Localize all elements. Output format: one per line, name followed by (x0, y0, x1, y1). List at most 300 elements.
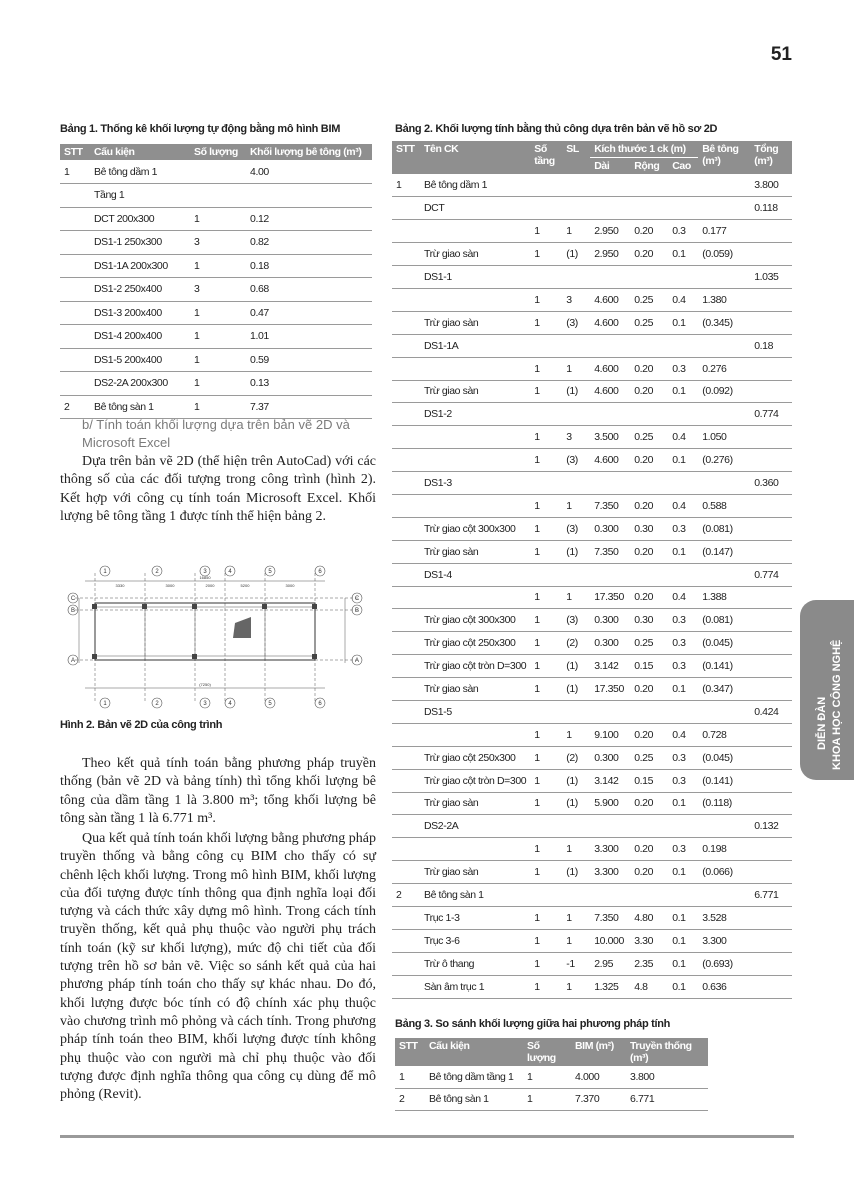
table-cell: 2 (392, 884, 420, 907)
t3-header-component: Cấu kiện (425, 1038, 523, 1066)
table-cell (562, 700, 590, 723)
table-cell: 0.360 (750, 472, 792, 495)
table-cell (530, 334, 562, 357)
table-cell: 1 (530, 311, 562, 334)
table-cell (590, 197, 630, 220)
table2-body (392, 174, 792, 998)
table-cell (60, 301, 90, 325)
table-cell (420, 220, 530, 243)
table-cell: 3.300 (590, 861, 630, 884)
table-row (392, 929, 792, 952)
column (92, 654, 97, 659)
t1-header-volume: Khối lượng bê tông (m³) (246, 144, 372, 160)
table-cell (392, 586, 420, 609)
table-cell: 1 (530, 792, 562, 815)
table-cell: Bê tông dầm 1 (90, 160, 190, 184)
table-cell: 3.142 (590, 769, 630, 792)
table-cell: 1 (530, 426, 562, 449)
table-cell (60, 348, 90, 372)
side-tab-line1: DIỄN ĐÀN (816, 696, 828, 750)
table-cell (392, 380, 420, 403)
table-cell: 0.3 (668, 220, 698, 243)
table-cell: Trừ giao sàn (420, 540, 530, 563)
table-cell: 3.800 (750, 174, 792, 197)
table-cell: (0.147) (698, 540, 750, 563)
table-cell (392, 403, 420, 426)
axis-label: 3 (203, 701, 207, 707)
table-cell: 0.1 (668, 243, 698, 266)
table-cell: 1 (60, 160, 90, 184)
table-cell (630, 472, 668, 495)
table-cell: 0.18 (750, 334, 792, 357)
table-cell (750, 426, 792, 449)
table-cell: 1.325 (590, 975, 630, 998)
table-cell: 1 (562, 838, 590, 861)
t2-header-length: Dài (590, 158, 630, 175)
table-row (395, 1088, 708, 1110)
table-cell: 1 (392, 174, 420, 197)
table-cell: (0.092) (698, 380, 750, 403)
table-cell: 0.728 (698, 723, 750, 746)
table-cell (530, 197, 562, 220)
table-cell: 2.950 (590, 243, 630, 266)
t1-header-stt: STT (60, 144, 90, 160)
axis-label: 5 (268, 701, 272, 707)
table-cell (698, 266, 750, 289)
table-cell (590, 403, 630, 426)
table-cell (750, 288, 792, 311)
table-cell (630, 266, 668, 289)
table-cell (750, 861, 792, 884)
table-cell (698, 884, 750, 907)
table-cell: 0.4 (668, 426, 698, 449)
table-cell (530, 884, 562, 907)
table-cell (668, 197, 698, 220)
table-cell (392, 540, 420, 563)
table-cell: 17.350 (590, 678, 630, 701)
table-cell: 1 (523, 1066, 571, 1088)
table-cell: 1 (562, 220, 590, 243)
table-cell (750, 655, 792, 678)
table-cell: (1) (562, 769, 590, 792)
table-cell: 4.00 (246, 160, 372, 184)
table-cell (392, 975, 420, 998)
table-cell: 1.01 (246, 325, 372, 349)
table-cell (562, 197, 590, 220)
table-row (60, 395, 372, 419)
column (142, 604, 147, 609)
table-row (60, 278, 372, 302)
table-cell (750, 357, 792, 380)
table-cell: DS1-1 (420, 266, 530, 289)
table-cell (392, 220, 420, 243)
table-cell (590, 334, 630, 357)
table-cell: 0.3 (668, 769, 698, 792)
table-cell (750, 792, 792, 815)
table-cell: DS1-4 (420, 563, 530, 586)
table-cell (392, 815, 420, 838)
table-cell (590, 700, 630, 723)
table-cell: DS2-2A 200x300 (90, 372, 190, 396)
table-cell (392, 426, 420, 449)
table-cell: 2 (60, 395, 90, 419)
table-cell: 7.37 (246, 395, 372, 419)
table-cell (392, 517, 420, 540)
table-cell (60, 372, 90, 396)
table-cell: 0.1 (668, 975, 698, 998)
table-cell (60, 231, 90, 255)
table-cell (750, 494, 792, 517)
table-cell (630, 815, 668, 838)
table-cell (562, 334, 590, 357)
table3-caption: Bảng 3. So sánh khối lượng giữa hai phương pháp tính (395, 1018, 671, 1030)
table-cell: 0.774 (750, 403, 792, 426)
table-cell: 3.500 (590, 426, 630, 449)
table-cell: (1) (562, 678, 590, 701)
table-row (60, 160, 372, 184)
table-cell: 1 (562, 723, 590, 746)
table-cell (392, 952, 420, 975)
table-cell: Trừ giao cột 250x300 (420, 632, 530, 655)
table-cell (750, 609, 792, 632)
table-cell (60, 184, 90, 208)
axis-label: 4 (228, 701, 232, 707)
axis-label: 1 (103, 569, 107, 575)
table-cell: 0.20 (630, 723, 668, 746)
axis-label: 5 (268, 569, 272, 575)
table-cell: Trừ giao sàn (420, 311, 530, 334)
table-cell: 0.20 (630, 380, 668, 403)
table-row (392, 403, 792, 426)
table-row (392, 220, 792, 243)
table-cell (668, 884, 698, 907)
table-cell: (3) (562, 609, 590, 632)
table-row (392, 357, 792, 380)
table-cell (750, 243, 792, 266)
table-cell (630, 174, 668, 197)
table-cell (630, 884, 668, 907)
table-cell: DS1-1A (420, 334, 530, 357)
table-cell: 4.80 (630, 907, 668, 930)
table-cell (590, 884, 630, 907)
table-cell: DS1-1 250x300 (90, 231, 190, 255)
table-cell: DS1-4 200x400 (90, 325, 190, 349)
table-cell: 1 (530, 540, 562, 563)
table-cell: (0.345) (698, 311, 750, 334)
table-cell: Trừ giao cột 300x300 (420, 517, 530, 540)
table-row (392, 494, 792, 517)
table-cell (392, 563, 420, 586)
table-cell: Trừ giao cột 300x300 (420, 609, 530, 632)
table-cell: Trục 3-6 (420, 929, 530, 952)
table-cell: (0.045) (698, 632, 750, 655)
table-cell: 1 (530, 632, 562, 655)
dimension-label: 16850 (199, 575, 211, 580)
table-cell (750, 586, 792, 609)
table-cell: 0.1 (668, 449, 698, 472)
table-cell: 1.380 (698, 288, 750, 311)
table-cell (392, 632, 420, 655)
table-cell (750, 311, 792, 334)
table-cell: 0.25 (630, 311, 668, 334)
table-row (392, 288, 792, 311)
table-cell (420, 494, 530, 517)
table-cell (698, 403, 750, 426)
t3-header-traditional: Truyền thống (m³) (626, 1038, 708, 1066)
table-cell: 0.25 (630, 426, 668, 449)
table-cell: 0.300 (590, 517, 630, 540)
table-cell (60, 278, 90, 302)
table-cell: 5.900 (590, 792, 630, 815)
axis-label: B (70, 608, 76, 614)
table-row (392, 472, 792, 495)
table-cell: 0.132 (750, 815, 792, 838)
table-cell (562, 815, 590, 838)
table-cell: 0.3 (668, 632, 698, 655)
t2-header-stt: STT (392, 141, 420, 174)
table2 (392, 141, 792, 999)
table-cell: 0.1 (668, 907, 698, 930)
table-row (395, 1066, 708, 1088)
table-cell: 1 (530, 494, 562, 517)
table-cell (392, 288, 420, 311)
table-cell (750, 929, 792, 952)
table-cell: 7.350 (590, 494, 630, 517)
table-cell (750, 517, 792, 540)
footer-rule (60, 1135, 794, 1138)
t2-header-sl: SL (562, 141, 590, 174)
table-cell: 0.25 (630, 746, 668, 769)
table-cell: 0.59 (246, 348, 372, 372)
table-cell (392, 197, 420, 220)
axis-label: 1 (103, 701, 107, 707)
table-cell (562, 266, 590, 289)
table-cell: 7.350 (590, 540, 630, 563)
table-cell: 0.3 (668, 517, 698, 540)
table-cell: 0.20 (630, 220, 668, 243)
table-row (392, 952, 792, 975)
table-cell: 0.20 (630, 494, 668, 517)
table-cell: 0.3 (668, 609, 698, 632)
table-row (60, 348, 372, 372)
table-cell: 2.95 (590, 952, 630, 975)
table-cell: 0.276 (698, 357, 750, 380)
table-cell (750, 449, 792, 472)
table-row (392, 723, 792, 746)
table-cell: 1 (530, 517, 562, 540)
axis-label: A (70, 658, 76, 664)
page-number: 51 (770, 44, 792, 65)
table-row (392, 586, 792, 609)
table-cell: 0.30 (630, 609, 668, 632)
dimension-label: (7250) (199, 682, 211, 687)
table-cell (698, 472, 750, 495)
t2-header-width: Rộng (630, 158, 668, 175)
table-row (392, 609, 792, 632)
side-tab-line2: KHOA HỌC CÔNG NGHỆ (831, 639, 843, 770)
table-cell (750, 975, 792, 998)
table-cell: 3 (190, 231, 246, 255)
table-row (392, 197, 792, 220)
table-cell: 2.35 (630, 952, 668, 975)
table-cell: 0.300 (590, 609, 630, 632)
table-cell: Bê tông sàn 1 (90, 395, 190, 419)
table-cell (190, 184, 246, 208)
t2-header-dims: Kích thước 1 ck (m) (590, 141, 698, 158)
floor-plan-drawing (65, 563, 370, 713)
table-cell (698, 334, 750, 357)
table-cell: (3) (562, 311, 590, 334)
table-cell (590, 266, 630, 289)
table-cell (630, 563, 668, 586)
table-cell (392, 311, 420, 334)
column (312, 654, 317, 659)
table-cell (392, 609, 420, 632)
table-cell: 0.20 (630, 540, 668, 563)
table-cell: 0.1 (668, 792, 698, 815)
t3-header-stt: STT (395, 1038, 425, 1066)
table-cell: DS2-2A (420, 815, 530, 838)
table-row (392, 334, 792, 357)
table-cell: 0.20 (630, 243, 668, 266)
table-cell (392, 769, 420, 792)
table-cell (630, 334, 668, 357)
table-cell: 0.20 (630, 838, 668, 861)
table-cell: 1 (190, 254, 246, 278)
column (192, 604, 197, 609)
table-cell (698, 174, 750, 197)
table-cell: (3) (562, 449, 590, 472)
table-cell (750, 838, 792, 861)
table-cell: (0.059) (698, 243, 750, 266)
table-cell: (1) (562, 540, 590, 563)
table-cell (590, 174, 630, 197)
table-cell (392, 655, 420, 678)
table-row (392, 700, 792, 723)
axis-label: C (70, 596, 76, 602)
table-cell (750, 220, 792, 243)
table-cell (698, 815, 750, 838)
table-row (392, 907, 792, 930)
table-cell: 0.25 (630, 288, 668, 311)
table-cell (392, 472, 420, 495)
table1-body (60, 160, 372, 419)
table-cell: (1) (562, 792, 590, 815)
table-cell: 1 (523, 1088, 571, 1110)
column (92, 604, 97, 609)
table-cell: 1 (530, 220, 562, 243)
table-cell: Bê tông sàn 1 (420, 884, 530, 907)
table-cell: 1 (530, 243, 562, 266)
table-cell: 0.15 (630, 655, 668, 678)
table-cell: 4.600 (590, 357, 630, 380)
table-cell (630, 700, 668, 723)
table-cell: 0.300 (590, 746, 630, 769)
table-cell (668, 174, 698, 197)
table-cell: 1 (530, 952, 562, 975)
table-cell (530, 174, 562, 197)
table-cell: Trừ giao cột tròn D=300 (420, 655, 530, 678)
table-row (392, 861, 792, 884)
table3-body (395, 1066, 708, 1110)
table-row (392, 678, 792, 701)
table-cell: 0.198 (698, 838, 750, 861)
table-row (392, 632, 792, 655)
table-cell: DS1-3 200x400 (90, 301, 190, 325)
table-cell: 3.142 (590, 655, 630, 678)
table-cell (698, 197, 750, 220)
table-cell: 0.424 (750, 700, 792, 723)
table-cell: 0.3 (668, 838, 698, 861)
table-cell (392, 357, 420, 380)
table-cell (60, 325, 90, 349)
table-cell: 3.800 (626, 1066, 708, 1088)
table-cell (392, 746, 420, 769)
table-cell: (0.141) (698, 769, 750, 792)
table-cell: 1 (530, 357, 562, 380)
table-cell: DCT 200x300 (90, 207, 190, 231)
table-cell: 0.13 (246, 372, 372, 396)
table-cell: (1) (562, 380, 590, 403)
table-cell (392, 266, 420, 289)
axis-label: 6 (318, 701, 322, 707)
paragraph-3 (60, 830, 376, 1104)
table-cell: (1) (562, 243, 590, 266)
table-cell: 17.350 (590, 586, 630, 609)
table-cell: 1 (530, 929, 562, 952)
table-cell: 0.20 (630, 678, 668, 701)
table-cell: Bê tông dầm 1 (420, 174, 530, 197)
dimension-label: 3330 (115, 583, 125, 588)
table-cell: (1) (562, 655, 590, 678)
table-cell: 1 (190, 207, 246, 231)
table-row (60, 372, 372, 396)
table-cell (530, 815, 562, 838)
t2-header-floors: Số tầng (530, 141, 562, 174)
table-cell: (0.045) (698, 746, 750, 769)
table-cell: 0.3 (668, 357, 698, 380)
table-cell: 2 (395, 1088, 425, 1110)
table-row (392, 517, 792, 540)
table-cell: 0.3 (668, 655, 698, 678)
table-cell: 0.4 (668, 723, 698, 746)
dimension-label: 5200 (240, 583, 250, 588)
figure2-caption: Hình 2. Bản vẽ 2D của công trình (60, 719, 223, 731)
table-cell: Sàn âm trục 1 (420, 975, 530, 998)
table-cell (698, 563, 750, 586)
table-row (392, 838, 792, 861)
table-cell: 1 (190, 325, 246, 349)
table-cell: 0.4 (668, 586, 698, 609)
table-cell (392, 494, 420, 517)
table-cell: (0.081) (698, 517, 750, 540)
table-cell (530, 472, 562, 495)
table-cell: 3 (190, 278, 246, 302)
table-cell: 1 (530, 288, 562, 311)
table-cell (562, 563, 590, 586)
table-row (60, 231, 372, 255)
column (192, 654, 197, 659)
table-cell (392, 243, 420, 266)
table-row (392, 426, 792, 449)
table-cell: 0.177 (698, 220, 750, 243)
table-cell (392, 792, 420, 815)
table-cell: 1 (530, 586, 562, 609)
table-cell: 4.600 (590, 380, 630, 403)
table-cell: (3) (562, 517, 590, 540)
table-cell: 0.20 (630, 586, 668, 609)
table-cell: 0.774 (750, 563, 792, 586)
